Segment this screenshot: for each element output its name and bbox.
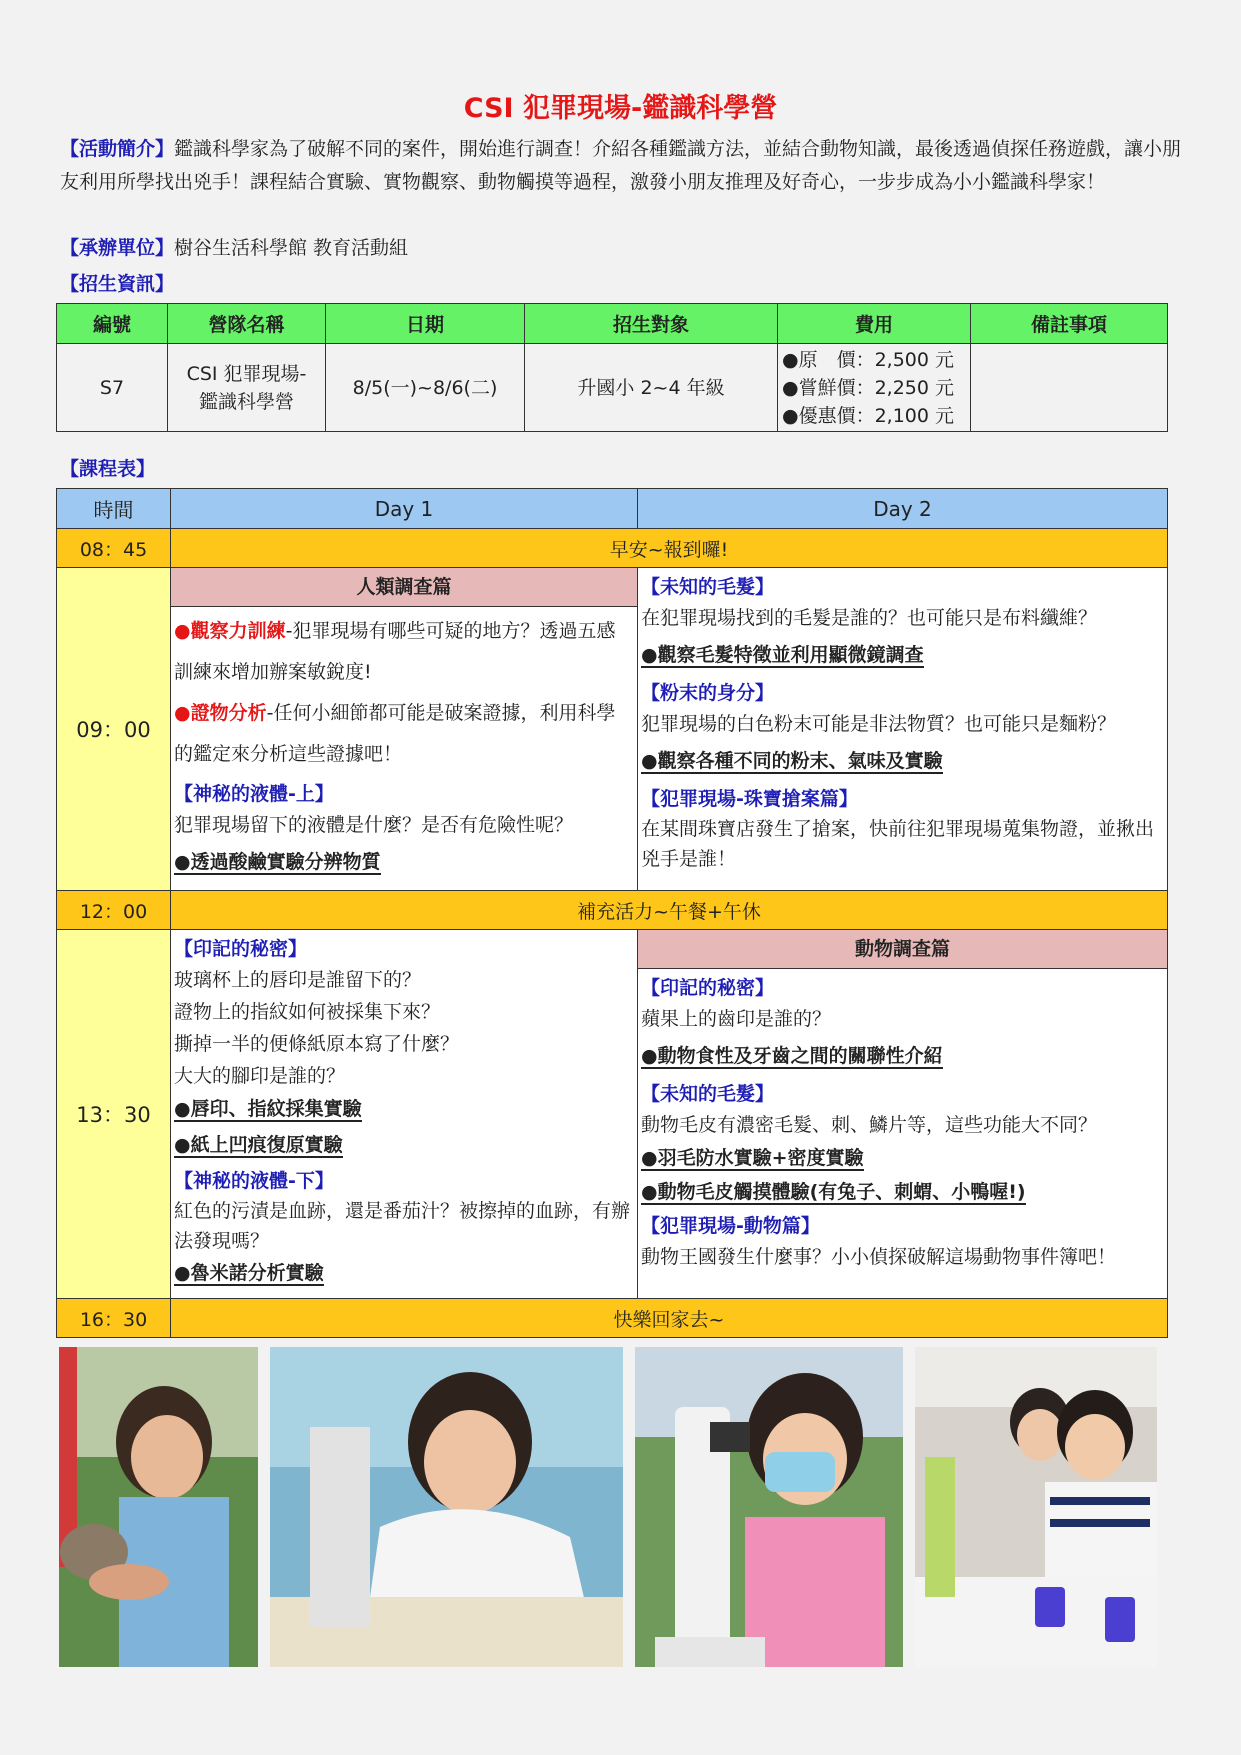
enroll-target: 升國小 2~4 年級 (525, 344, 778, 432)
time-1200: 12：00 (57, 891, 171, 930)
liquid-lower-text: 紅色的污漬是血跡，還是番茄汁？被擦掉的血跡，有辦法發現嗎？ (174, 1200, 631, 1252)
enroll-header-id: 編號 (57, 304, 168, 344)
enroll-header-note: 備註事項 (971, 304, 1168, 344)
intro-label: 【活動簡介】 (60, 138, 175, 160)
time-1330: 13：30 (57, 930, 171, 1299)
tooth-mark-activity: ●動物食性及牙齒之間的關聯性介紹 (641, 1045, 943, 1067)
animal-hair-title: 【未知的毛髮】 (641, 1083, 775, 1105)
fee-discount: ●優惠價：2,100 元 (782, 404, 955, 427)
powder-text: 犯罪現場的白色粉末可能是非法物質？也可能只是麵粉？ (641, 713, 1117, 735)
enroll-name-line2: 鑑識科學營 (198, 390, 294, 413)
time-1630: 16：30 (57, 1299, 171, 1338)
liquid-lower-activity: ●魯米諾分析實驗 (174, 1262, 324, 1284)
tooth-mark-text: 蘋果上的齒印是誰的？ (641, 1008, 832, 1030)
liquid-lower-title: 【神秘的液體-下】 (174, 1170, 334, 1192)
schedule-label: 【課程表】 (60, 458, 156, 480)
enroll-note (971, 344, 1168, 432)
goodbye-text: 快樂回家去~ (171, 1299, 1168, 1338)
mark-line-2: 證物上的指紋如何被採集下來？ (174, 1001, 441, 1023)
organizer-paragraph (60, 232, 1185, 265)
liquid-upper-title: 【神秘的液體-上】 (174, 783, 334, 805)
photo-experiment-kids (915, 1347, 1157, 1667)
animal-hair-activity-1: ●羽毛防水實驗+密度實驗 (641, 1147, 864, 1169)
powder-title: 【粉末的身分】 (641, 682, 775, 704)
zoo-text: 動物王國發生什麼事？小小偵探破解這場動物事件簿吧！ (641, 1246, 1117, 1268)
mark-line-3: 撕掉一半的便條紙原本寫了什麼？ (174, 1033, 460, 1055)
tooth-mark-title: 【印記的秘密】 (641, 977, 775, 999)
page-title: CSI 犯罪現場-鑑識科學營 (463, 93, 778, 124)
enroll-header-fee: 費用 (778, 304, 971, 344)
intro-paragraph (60, 133, 1185, 199)
enroll-name-line1: CSI 犯罪現場- (186, 362, 307, 385)
enroll-fees (778, 344, 971, 432)
schedule-header-time: 時間 (57, 489, 171, 529)
time-0845: 08：45 (57, 529, 171, 568)
liquid-upper-activity: ●透過酸鹼實驗分辨物質 (174, 851, 381, 873)
animal-hair-activity-2: ●動物毛皮觸摸體驗(有兔子、刺蝟、小鴨喔!) (641, 1181, 1026, 1203)
lunch-text: 補充活力~午餐+午休 (171, 891, 1168, 930)
jewel-text: 在某間珠寶店發生了搶案，快前往犯罪現場蒐集物證，並揪出兇手是誰！ (641, 818, 1155, 870)
hair-text: 在犯罪現場找到的毛髮是誰的？也可能只是布料纖維？ (641, 607, 1098, 629)
evidence-analysis (174, 693, 634, 775)
mark-title: 【印記的秘密】 (174, 938, 308, 960)
fee-original: ●原 價：2,500 元 (782, 348, 955, 371)
day2-morning (638, 568, 1168, 891)
hair-title: 【未知的毛髮】 (641, 576, 775, 598)
mark-line-4: 大大的腳印是誰的？ (174, 1065, 346, 1087)
photo-microscope (635, 1347, 903, 1667)
powder-activity: ●觀察各種不同的粉末、氣味及實驗 (641, 750, 943, 772)
schedule-table (56, 488, 1168, 1338)
schedule-header-day2: Day 2 (638, 489, 1168, 529)
liquid-upper-text: 犯罪現場留下的液體是什麼？是否有危險性呢？ (174, 814, 574, 836)
fee-early: ●嘗鮮價：2,250 元 (782, 376, 955, 399)
evidence-title: ●證物分析 (174, 702, 267, 724)
day2-afternoon (638, 930, 1168, 1299)
enroll-header-date: 日期 (326, 304, 525, 344)
observation-training (174, 611, 634, 693)
photo-hedgehog (59, 1347, 258, 1667)
hair-activity: ●觀察毛髮特徵並利用顯微鏡調查 (641, 644, 924, 666)
day1-morning-banner: 人類調查篇 (171, 568, 637, 607)
mark-activity-1: ●唇印、指紋採集實驗 (174, 1098, 362, 1120)
intro-text: 鑑識科學家為了破解不同的案件，開始進行調查！介紹各種鑑識方法，並結合動物知識，最後透過偵探任務遊戲，讓小朋友利用所學找出兇手！課程結合實驗、實物觀察、動物觸摸等過程，激發小朋友推理及好奇心，一步步成為小小鑑識科學家！ (60, 138, 1182, 193)
day1-morning (171, 568, 638, 891)
animal-hair-text: 動物毛皮有濃密毛髮、刺、鱗片等，這些功能大不同？ (641, 1114, 1098, 1136)
mark-activity-2: ●紙上凹痕復原實驗 (174, 1134, 343, 1156)
photo-lab-coat-girl (270, 1347, 623, 1667)
day1-afternoon (171, 930, 638, 1299)
time-0900: 09：00 (57, 568, 171, 891)
enroll-header-name: 營隊名稱 (168, 304, 326, 344)
zoo-title: 【犯罪現場-動物篇】 (641, 1215, 820, 1237)
organizer-text: 樹谷生活科學館 教育活動組 (174, 237, 409, 259)
enroll-header-target: 招生對象 (525, 304, 778, 344)
schedule-header-day1: Day 1 (171, 489, 638, 529)
day2-afternoon-banner: 動物調查篇 (638, 930, 1167, 969)
jewel-title: 【犯罪現場-珠寶搶案篇】 (641, 788, 858, 810)
observation-text: -犯罪現場有哪些可疑的地方？透過五感訓練來增加辦案敏銳度! (174, 620, 616, 683)
mark-line-1: 玻璃杯上的唇印是誰留下的？ (174, 969, 422, 991)
evidence-text: -任何小細節都可能是破案證據，利用科學的鑑定來分析這些證據吧！ (174, 702, 616, 765)
observation-title: ●觀察力訓練 (174, 620, 286, 642)
checkin-text: 早安~報到囉! (171, 529, 1168, 568)
enroll-name (168, 344, 326, 432)
enroll-table (56, 303, 1168, 432)
organizer-label: 【承辦單位】 (60, 237, 175, 259)
enroll-date: 8/5(一)~8/6(二) (326, 344, 525, 432)
enroll-id: S7 (57, 344, 168, 432)
enroll-label: 【招生資訊】 (60, 273, 175, 295)
